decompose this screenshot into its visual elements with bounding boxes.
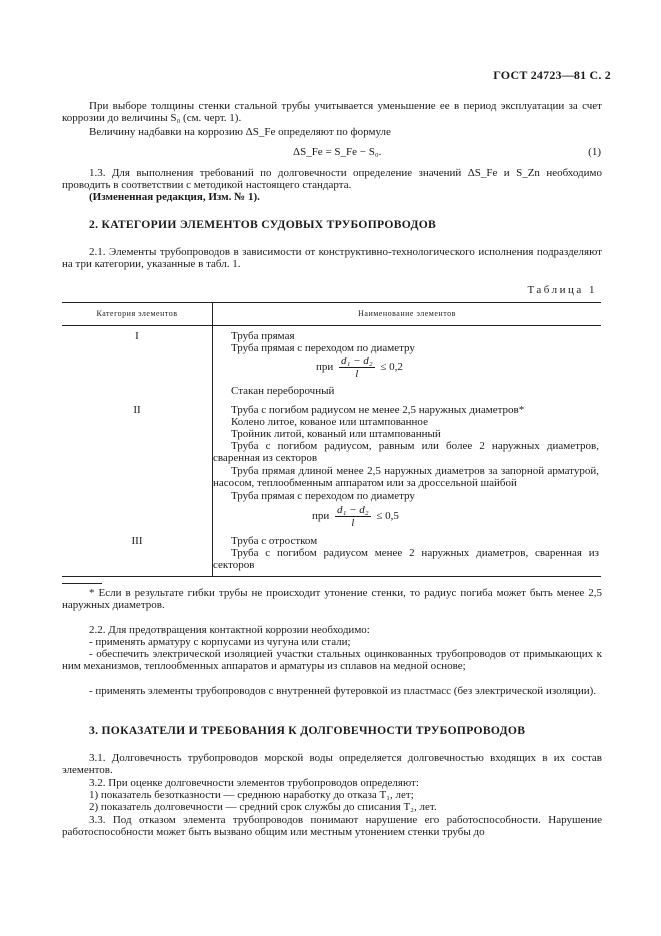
amendment-note: (Измененная редакция, Изм. № 1). xyxy=(89,191,260,203)
table-row-cat-III: III xyxy=(131,535,143,547)
table-row-II-condition xyxy=(312,504,399,529)
table-column-divider xyxy=(212,302,213,576)
section-3-title: 3. ПОКАЗАТЕЛИ И ТРЕБОВАНИЯ К ДОЛГОВЕЧНОСТИ ТРУБОПРОВОДОВ xyxy=(89,724,526,737)
clause-2-2: 2.2. Для предотвращения контактной коррозии необходимо: xyxy=(89,624,370,636)
table-row-I-line-1: Труба прямая xyxy=(231,330,295,342)
footnote-rule xyxy=(62,583,102,584)
intro-paragraph-1: При выборе толщины стенки стальной трубы учитывается уменьшение ее в период эксплуатации за счет коррозии до величины S₀ (см. черт. 1). xyxy=(62,100,602,125)
clause-2-2-bullet-2: - обеспечить электрической изоляцией участки стальных оцинкованных трубопроводов от примыкающих к ним механизмов, теплообменных аппаратов и арматуры из сплавов на медной основе; xyxy=(62,648,602,673)
table-row-I-line-2: Труба прямая с переходом по диаметру xyxy=(231,342,415,354)
clause-3-1: 3.1. Долговечность трубопроводов морской воды определяется долговечностью входящих в их состав элементов. xyxy=(62,752,602,777)
table-row-II-line-2: Колено литое, кованое или штампованное xyxy=(231,416,428,428)
section-2-title: 2. КАТЕГОРИИ ЭЛЕМЕНТОВ СУДОВЫХ ТРУБОПРОВОДОВ xyxy=(89,218,437,231)
cond-pre: при xyxy=(312,510,330,523)
table-row-I-line-3: Стакан переборочный xyxy=(231,385,335,397)
clause-2-2-bullet-1: - применять арматуру с корпусами из чугуна или стали; xyxy=(89,636,351,648)
clause-3-2-item-1: 1) показатель безотказности — среднюю наработку до отказа T₁, лет; xyxy=(89,789,414,801)
table-top-border xyxy=(62,302,601,303)
fraction-denominator: l xyxy=(351,517,355,529)
table-row-III-line-1: Труба с отростком xyxy=(231,535,318,547)
fraction-denominator: l xyxy=(355,368,359,380)
fraction-numerator: d₁ − d₂ xyxy=(337,504,369,516)
page-header: ГОСТ 24723—81 С. 2 xyxy=(493,68,611,82)
table-row-I-condition xyxy=(316,355,403,380)
cond-post: ≤ 0,5 xyxy=(376,510,399,523)
table-header-name: Наименование элементов xyxy=(358,309,456,318)
cond-post: ≤ 0,2 xyxy=(380,361,403,374)
table-bottom-border xyxy=(62,576,601,577)
table-row-II-line-3: Тройник литой, кованый или штампованный xyxy=(231,428,441,440)
table-row-II-line-1: Труба с погибом радиусом не менее 2,5 наружных диаметров* xyxy=(231,404,525,416)
table-header-category: Категория элементов xyxy=(96,309,178,318)
clause-2-2-bullet-3: - применять элементы трубопроводов с внутренней футеровкой из пластмасс (без электрической изоляции). xyxy=(89,685,597,697)
clause-1-3: 1.3. Для выполнения требований по долговечности определение значений ΔS_Fe и S_Zn необходимо проводить в соответствии с методикой настоящего стандарта. xyxy=(62,167,602,192)
clause-3-2-item-2: 2) показатель долговечности — средний срок службы до списания T₂, лет. xyxy=(89,801,437,813)
table-row-II-line-4: Труба с погибом радиусом, равным или более 2 наружных диаметров, сваренная из секторов xyxy=(213,440,599,465)
fraction-numerator: d₁ − d₂ xyxy=(341,355,373,367)
table-row-cat-II: II xyxy=(133,404,141,416)
table-row-II-line-6: Труба прямая с переходом по диаметру xyxy=(231,490,415,502)
formula: ΔS_Fe = S_Fe − S₀. xyxy=(293,146,382,158)
clause-3-2: 3.2. При оценке долговечности элементов трубопроводов определяют: xyxy=(89,777,419,789)
table-label: Таблица 1 xyxy=(527,284,597,296)
cond-pre: при xyxy=(316,361,334,374)
table-row-II-line-5: Труба прямая длиной менее 2,5 наружных диаметров за запорной арматурой, насосом, теплообменным аппаратом или за дроссельной шайбой xyxy=(213,465,599,490)
table-header-border xyxy=(62,325,601,326)
footnote: * Если в результате гибки трубы не происходит утонение стенки, то радиус погиба может быть менее 2,5 наружных диаметров. xyxy=(62,587,602,612)
fraction xyxy=(339,355,375,380)
intro-paragraph-2: Величину надбавки на коррозию ΔS_Fe определяют по формуле xyxy=(89,126,391,138)
clause-3-3: 3.3. Под отказом элемента трубопроводов понимают нарушение его работоспособности. Нарушение работоспособности может быть вызвано общим или местным утонением стенки трубы до xyxy=(62,814,602,839)
fraction xyxy=(335,504,371,529)
formula-number: (1) xyxy=(588,146,601,158)
table-row-III-line-2: Труба с погибом радиусом менее 2 наружных диаметров, сваренная из секторов xyxy=(213,547,599,572)
table-row-cat-I: I xyxy=(135,330,139,342)
clause-2-1: 2.1. Элементы трубопроводов в зависимости от конструктивно-технологического исполнения подразделяют на три категории, указанные в табл. 1. xyxy=(62,246,602,271)
